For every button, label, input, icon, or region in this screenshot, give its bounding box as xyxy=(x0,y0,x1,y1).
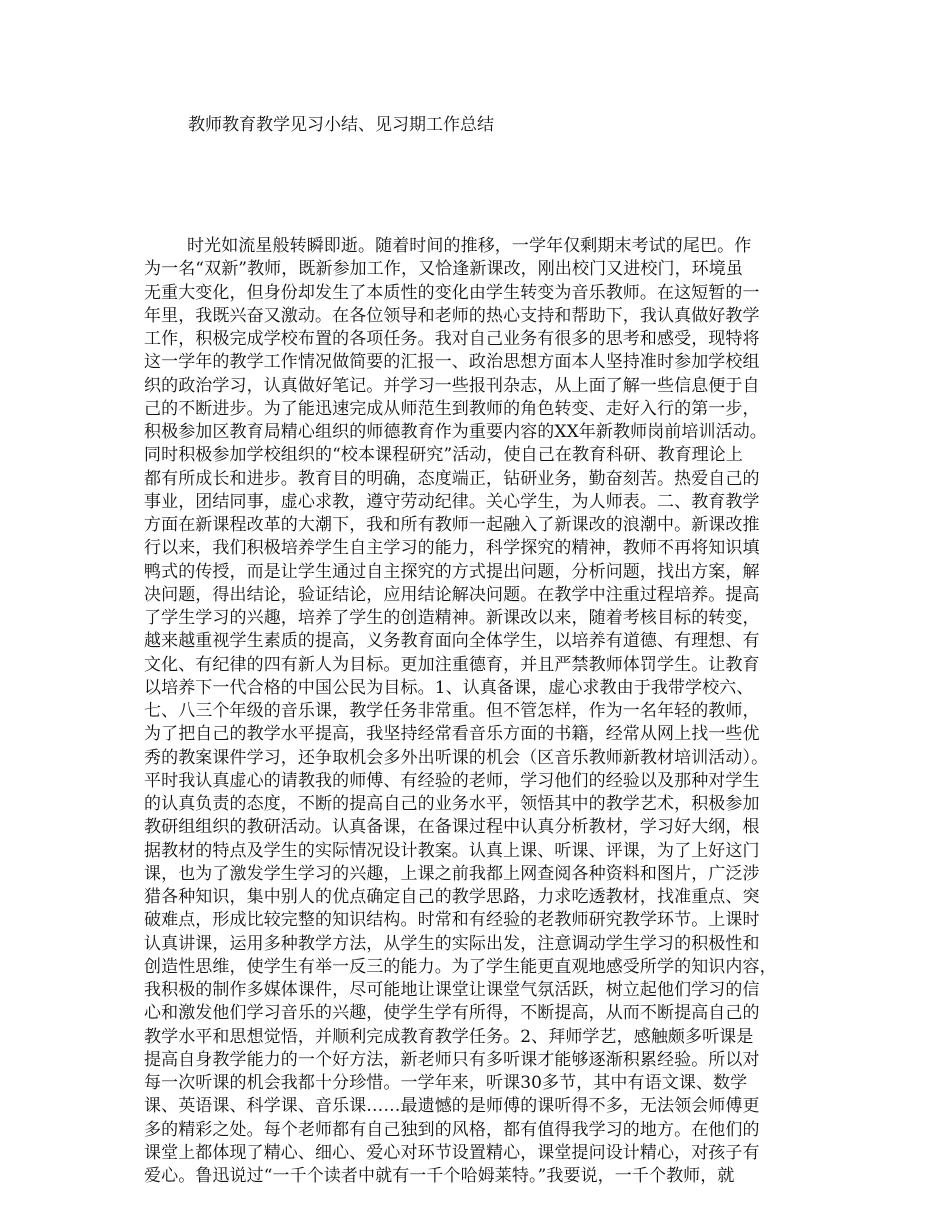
body-text-line: 创造性思维，使学生有举一反三的能力。为了学生能更直观地感受所学的知识内容， xyxy=(144,956,777,977)
body-text-line: 课堂上都体现了精心、细心、爱心对环节设置精心，课堂提问设计精心，对孩子有 xyxy=(144,1142,760,1163)
body-text-line: 为了把自己的教学水平提高，我坚持经常看音乐方面的书籍，经常从网上找一些优 xyxy=(144,724,760,745)
body-text-line: 教研组组织的教研活动。认真备课，在备课过程中认真分析教材，学习好大纲，根 xyxy=(144,817,760,838)
body-text-line: 年里，我既兴奋又激动。在各位领导和老师的热心支持和帮助下，我认真做好教学 xyxy=(144,305,760,326)
body-text-line: 的认真负责的态度，不断的提高自己的业务水平，领悟其中的教学艺术，积极参加 xyxy=(144,794,760,814)
body-text-line: 教学水平和思想觉悟，并顺利完成教育教学任务。2、拜师学艺，感触颇多听课是 xyxy=(144,1026,754,1047)
body-text-line: 鸭式的传授，而是让学生通过自主探究的方式提出问题，分析问题，找出方案，解 xyxy=(144,561,760,582)
body-text-line: 平时我认真虚心的请教我的师傅、有经验的老师，学习他们的经验以及那种对学生 xyxy=(144,770,760,791)
body-text-line: 心和激发他们学习音乐的兴趣，使学生学有所得，不断提高，从而不断提高自己的 xyxy=(144,1003,760,1024)
body-text-line: 提高自身教学能力的一个好方法，新老师只有多听课才能够逐渐积累经验。所以对 xyxy=(144,1049,760,1070)
body-text-line: 据教材的特点及学生的实际情况设计教案。认真上课、听课、评课，为了上好这门 xyxy=(144,840,760,861)
body-text-line: 秀的教案课件学习，还争取机会多外出听课的机会（区音乐教师新教材培训活动）。 xyxy=(144,747,769,768)
body-text-line: 了学生学习的兴趣，培养了学生的创造精神。新课改以来，随着考核目标的转变， xyxy=(144,608,760,628)
body-text-line: 决问题，得出结论，验证结论，应用结论解决问题。在教学中注重过程培养。提高 xyxy=(144,584,760,605)
body-text-line: 我积极的制作多媒体课件，尽可能地让课堂让课堂气氛活跃，树立起他们学习的信 xyxy=(144,980,760,1000)
body-text-line: 课、英语课、科学课、音乐课……最遗憾的是师傅的课听得不多，无法领会师傅更 xyxy=(144,1096,760,1117)
body-text-line: 每一次听课的机会我都十分珍惜。一学年来，听课30多节，其中有语文课、数学 xyxy=(144,1073,748,1093)
body-text-line: 猎各种知识，集中别人的优点确定自己的教学思路，力求吃透教材，找准重点、突 xyxy=(144,887,760,907)
body-text-line: 积极参加区教育局精心组织的师德教育作为重要内容的XX年新教师岗前培训活动。 xyxy=(144,422,767,442)
body-text-line: 课，也为了激发学生学习的兴趣，上课之前我都上网查阅各种资料和图片，广泛涉 xyxy=(144,863,760,884)
body-text-line: 越来越重视学生素质的提高，义务教育面向全体学生，以培养有道德、有理想、有 xyxy=(144,631,760,652)
body-text-line: 行以来，我们积极培养学生自主学习的能力，科学探究的精神，教师不再将知识填 xyxy=(144,538,760,559)
body-text-line: 七、八三个年级的音乐课，教学任务非常重。但不管怎样，作为一名年轻的教师， xyxy=(144,701,760,721)
body-text-line: 文化、有纪律的四有新人为目标。更加注重德育，并且严禁教师体罚学生。让教育 xyxy=(144,654,760,675)
body-text-line: 方面在新课程改革的大潮下，我和所有教师一起融入了新课改的浪潮中。新课改推 xyxy=(144,515,760,535)
document-body xyxy=(144,235,824,1188)
body-text-line: 己的不断进步。为了能迅速完成从师范生到教师的角色转变、走好入行的第一步， xyxy=(144,398,760,419)
body-text-line: 这一学年的教学工作情况做简要的汇报一、政治思想方面本人坚持准时参加学校组 xyxy=(144,352,760,373)
body-text-line: 为一名“双新”教师，既新参加工作，又恰逢新课改，刚出校门又进校门，环境虽 xyxy=(144,259,743,280)
body-text-line: 破难点，形成比较完整的知识结构。时常和有经验的老教师研究教学环节。上课时 xyxy=(144,910,760,931)
body-text-line: 多的精彩之处。每个老师都有自己独到的风格，都有值得我学习的地方。在他们的 xyxy=(144,1119,760,1140)
body-text-line: 时光如流星般转瞬即逝。随着时间的推移，一学年仅剩期末考试的尾巴。作 xyxy=(187,236,752,256)
body-text-line: 以培养下一代合格的中国公民为目标。1、认真备课，虚心求教由于我带学校六、 xyxy=(144,677,754,698)
document-title: 教师教育教学见习小结、见习期工作总结 xyxy=(188,115,494,135)
body-text-line: 爱心。鲁迅说过“一千个读者中就有一千个哈姆莱特。”我要说，一千个教师，就 xyxy=(144,1166,735,1186)
body-text-line: 认真讲课，运用多种教学方法，从学生的实际出发，注意调动学生学习的积极性和 xyxy=(144,933,760,954)
body-text-line: 都有所成长和进步。教育目的明确，态度端正，钻研业务，勤奋刻苦。热爱自己的 xyxy=(144,468,760,489)
body-text-line: 无重大变化，但身份却发生了本质性的变化由学生转变为音乐教师。在这短暂的一 xyxy=(144,282,760,303)
body-text-line: 织的政治学习，认真做好笔记。并学习一些报刊杂志，从上面了解一些信息便于自 xyxy=(144,375,760,396)
body-text-line: 同时积极参加学校组织的“校本课程研究”活动，使自己在教育科研、教育理论上 xyxy=(144,445,743,466)
body-text-line: 事业，团结同事，虚心求教，遵守劳动纪律。关心学生，为人师表。二、教育教学 xyxy=(144,491,760,512)
body-text-line: 工作，积极完成学校布置的各项任务。我对自己业务有很多的思考和感受，现特将 xyxy=(144,329,760,349)
